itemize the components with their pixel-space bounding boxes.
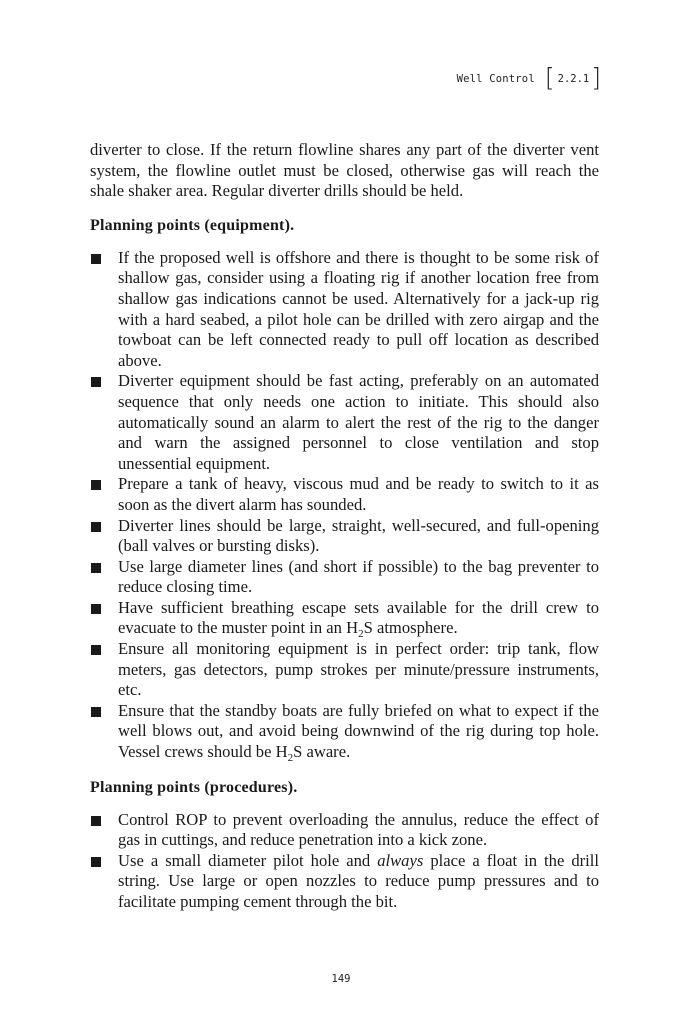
section-number-text: 2.2.1 <box>557 72 590 85</box>
running-head <box>456 63 601 92</box>
square-bullet-icon <box>91 563 101 573</box>
list-item: Use large diameter lines (and short if possible) to the bag preventer to reduce closing time. <box>90 557 599 598</box>
right-bracket-glyph: ] <box>591 63 601 92</box>
square-bullet-icon <box>91 377 101 387</box>
procedures-list <box>90 810 599 913</box>
square-bullet-icon <box>91 857 101 867</box>
page-number: 149 <box>331 973 351 985</box>
square-bullet-icon <box>91 707 101 717</box>
section-number <box>544 63 601 92</box>
square-bullet-icon <box>91 254 101 264</box>
list-item: Ensure that the standby boats are fully briefed on what to expect if the well blows out, and avoid being downwind of the rig during top hole. Vessel crews should be $H_2S$ aware. <box>90 701 599 763</box>
left-bracket-glyph: [ <box>544 63 555 92</box>
list-item: If the proposed well is offshore and there is thought to be some risk of shallow gas, consider using a floating rig if another location free from shallow gas indications cannot be used. Alternatively for a jack-up rig with a hard seabed, a pilot hole can be drilled with zero airgap and the towboat can be left connected ready to pull off location as described above. <box>90 248 599 372</box>
intro-paragraph: diverter to close. If the return flowline shares any part of the diverter vent system, the flowline outlet must be closed, otherwise gas will reach the shale shaker area. Regular diverter drills should be held. <box>90 140 599 201</box>
procedures-heading: Planning points (procedures). <box>90 778 298 796</box>
list-item: Diverter lines should be large, straight, well-secured, and full-opening (ball valves or bursting disks). <box>90 516 599 557</box>
list-item: Diverter equipment should be fast acting, preferably on an automated sequence that only needs one action to initiate. This should also automatically sound an alarm to alert the rest of the rig to the danger and warn the assigned personnel to close ventilation and stop unessential equipment. <box>90 371 599 474</box>
square-bullet-icon <box>91 816 101 826</box>
square-bullet-icon <box>91 480 101 490</box>
equipment-list <box>90 248 599 763</box>
page-body <box>90 140 599 913</box>
square-bullet-icon <box>91 604 101 614</box>
square-bullet-icon <box>91 645 101 655</box>
list-item: Use a small diameter pilot hole and always place a float in the drill string. Use large or open nozzles to reduce pump pressures and to facilitate pumping cement through the bit. <box>90 851 599 913</box>
list-item: Have sufficient breathing escape sets available for the drill crew to evacuate to the muster point in an $H_2S$ atmosphere. <box>90 598 599 639</box>
equipment-heading: Planning points (equipment). <box>90 216 295 234</box>
list-item: Prepare a tank of heavy, viscous mud and be ready to switch to it as soon as the divert alarm has sounded. <box>90 474 599 515</box>
list-item: Ensure all monitoring equipment is in perfect order: trip tank, flow meters, gas detectors, pump strokes per minute/pressure instruments, etc. <box>90 639 599 701</box>
square-bullet-icon <box>91 522 101 532</box>
running-title: Well Control <box>456 72 535 85</box>
list-item: Control ROP to prevent overloading the annulus, reduce the effect of gas in cuttings, and reduce penetration into a kick zone. <box>90 810 599 851</box>
